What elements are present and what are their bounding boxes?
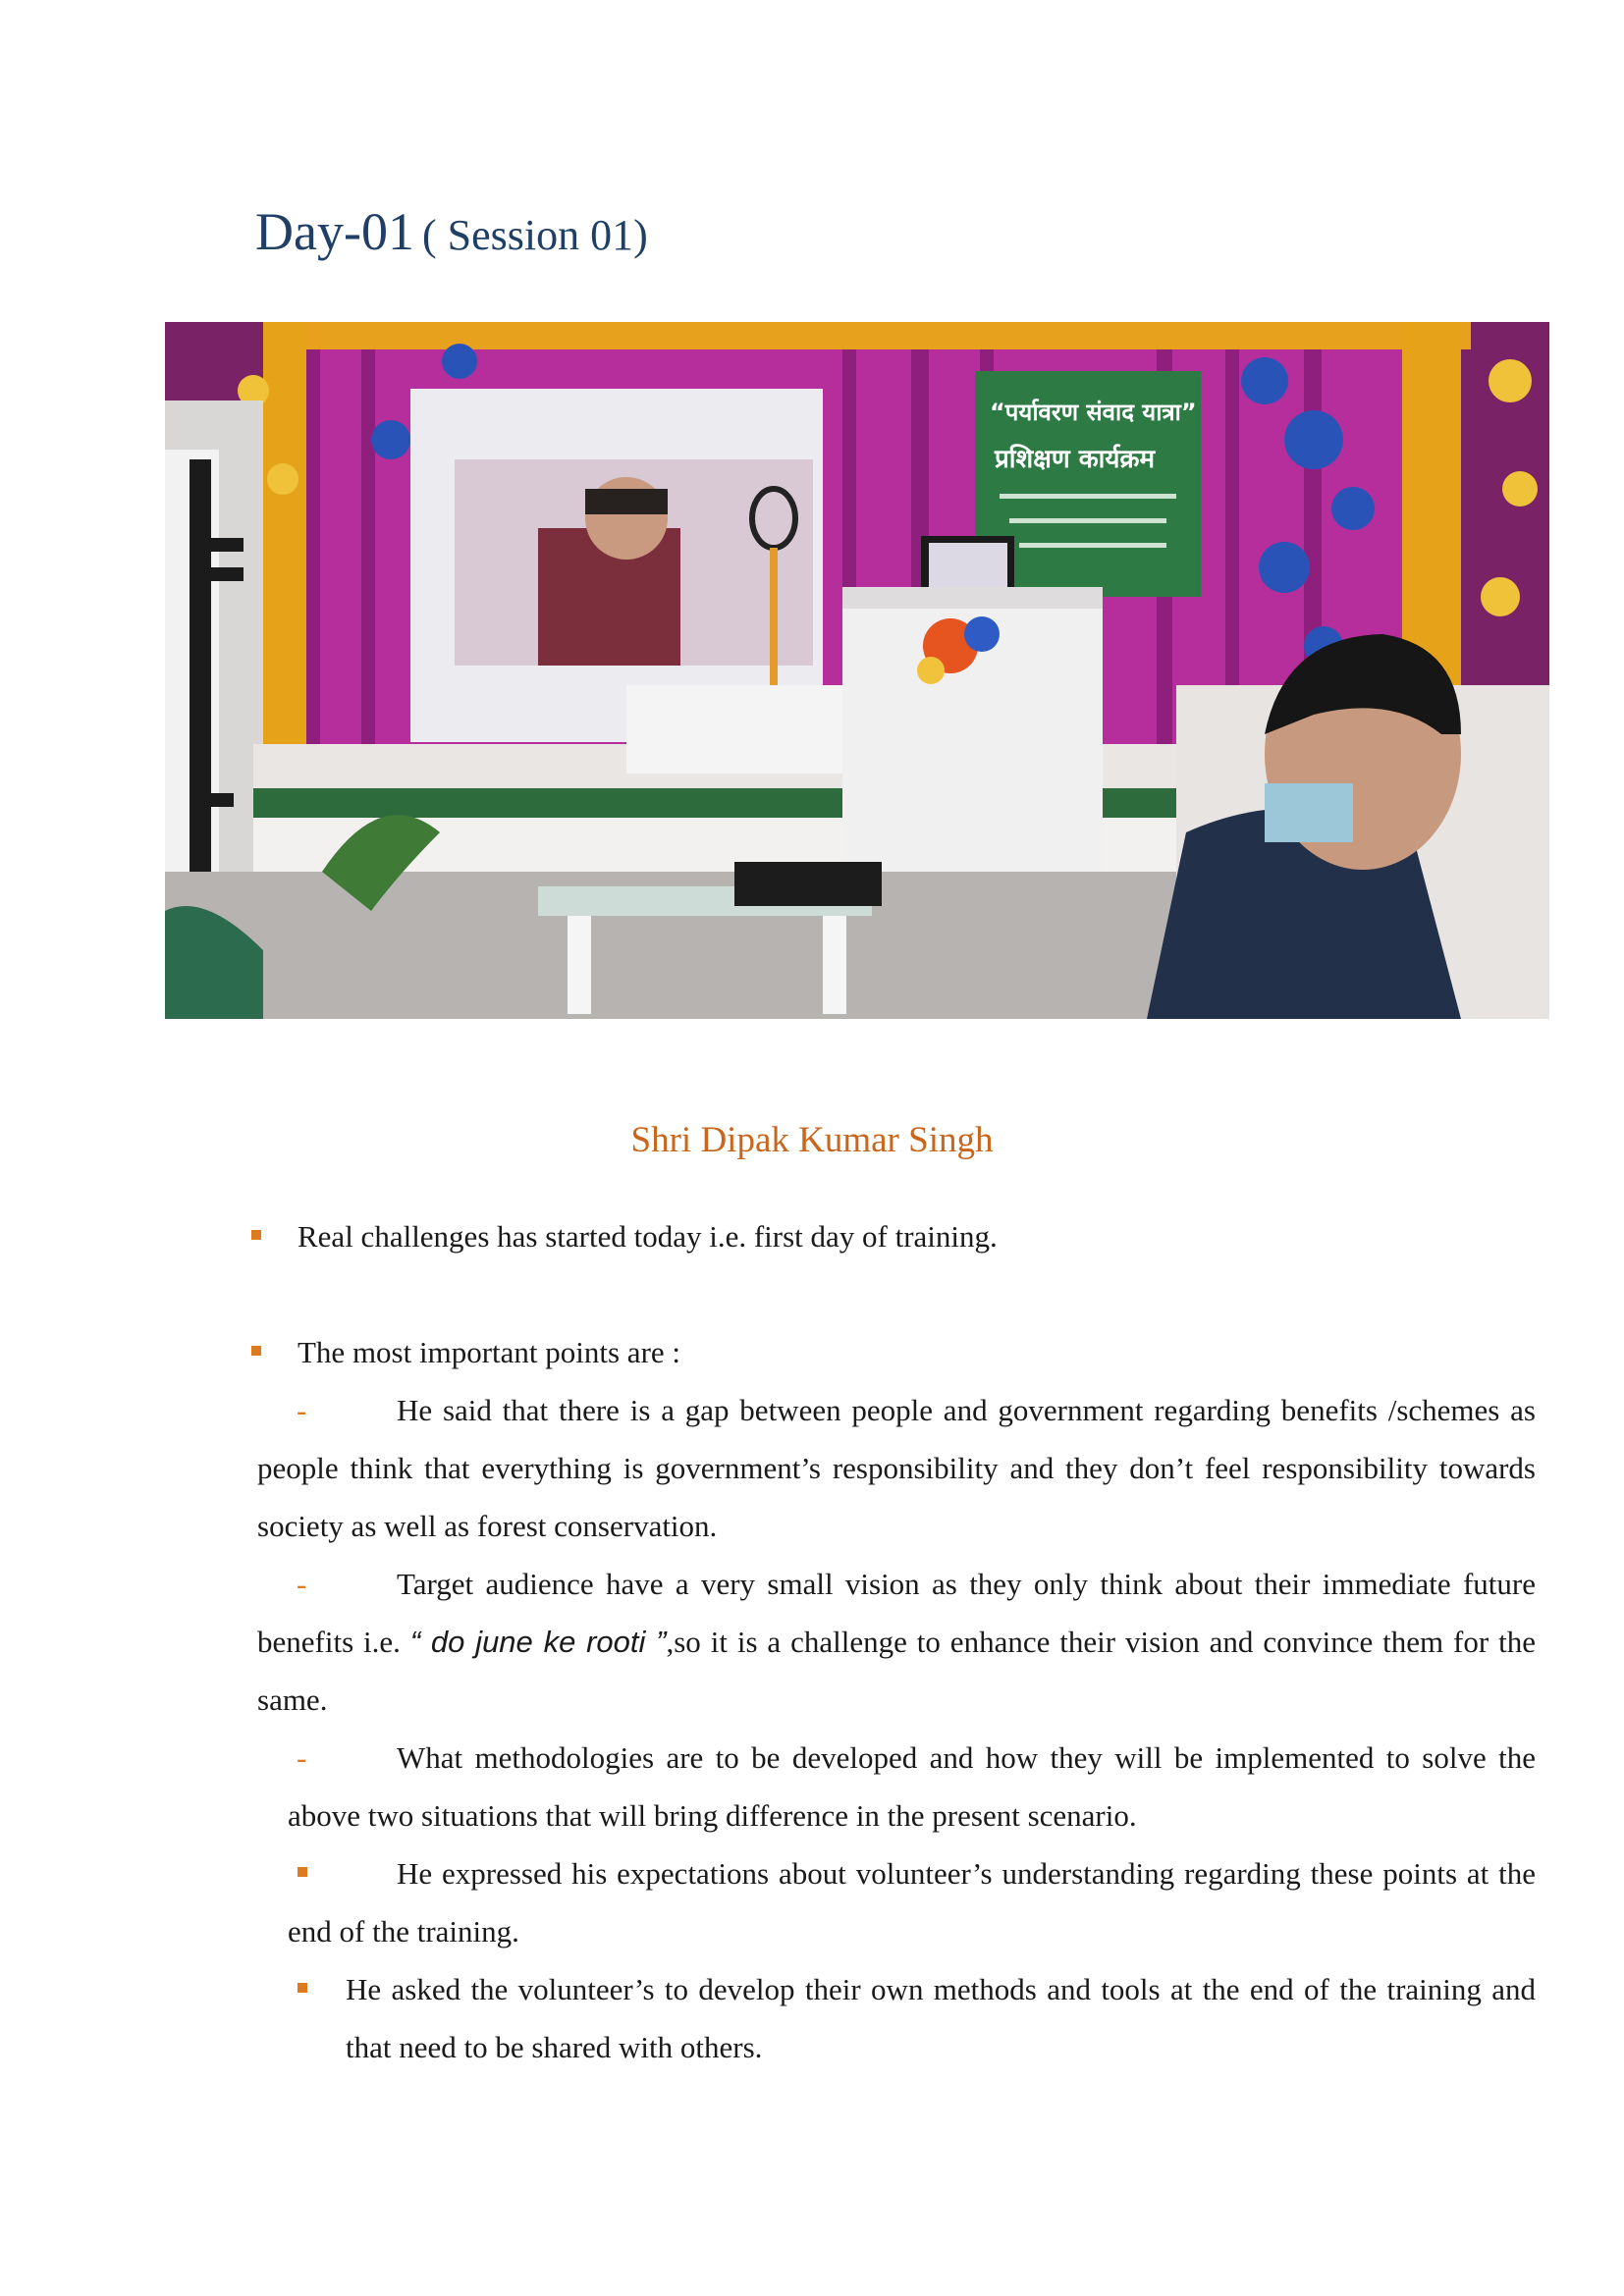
point-text-part: ,so it is a challenge to enhance their vision and convince them for the same. (257, 1625, 1536, 1717)
session-photo (165, 322, 1549, 1019)
dash-marker: - (297, 1567, 307, 1601)
point-text-part: Target audience have a very small vision as they only think about their immediate future benefits i.e. (257, 1567, 1536, 1659)
session-label: ( Session 01) (421, 211, 648, 259)
conference-photo-icon (165, 322, 1549, 1019)
point-text: He said that there is a gap between people and government regarding benefits /schemes as people think that everything is government’s responsibility and they don’t feel responsibility towards society as well as forest conservation. (257, 1393, 1536, 1543)
dash-marker: - (297, 1393, 307, 1427)
banner-line-2: प्रशिक्षण कार्यक्रम (995, 445, 1155, 474)
point-text: What methodologies are to be developed and how they will be implemented to solve the above two situations that will bring difference in the present scenario. (288, 1740, 1536, 1833)
dash-marker: - (297, 1740, 307, 1775)
bullet-marker (251, 1230, 261, 1240)
page-title (255, 201, 648, 262)
bullet-marker (251, 1346, 261, 1356)
point-text (257, 1555, 1536, 1729)
day-label: Day-01 (255, 202, 414, 261)
point-text: He expressed his expectations about volunteer’s understanding regarding these points at the end of the training. (288, 1856, 1536, 1949)
bullet-text: Real challenges has started today i.e. first day of training. (298, 1219, 998, 1254)
banner-line-1: “पर्यावरण संवाद यात्रा” (990, 399, 1197, 426)
bullet-text: The most important points are : (298, 1335, 681, 1369)
bullet-marker (298, 1983, 307, 1993)
speaker-name: Shri Dipak Kumar Singh (630, 1120, 994, 1160)
quoted-phrase: “ do june ke rooti ” (409, 1625, 667, 1659)
point-text: He asked the volunteer’s to develop their own methods and tools at the end of the training and that need to be shared with others. (346, 1972, 1536, 2064)
